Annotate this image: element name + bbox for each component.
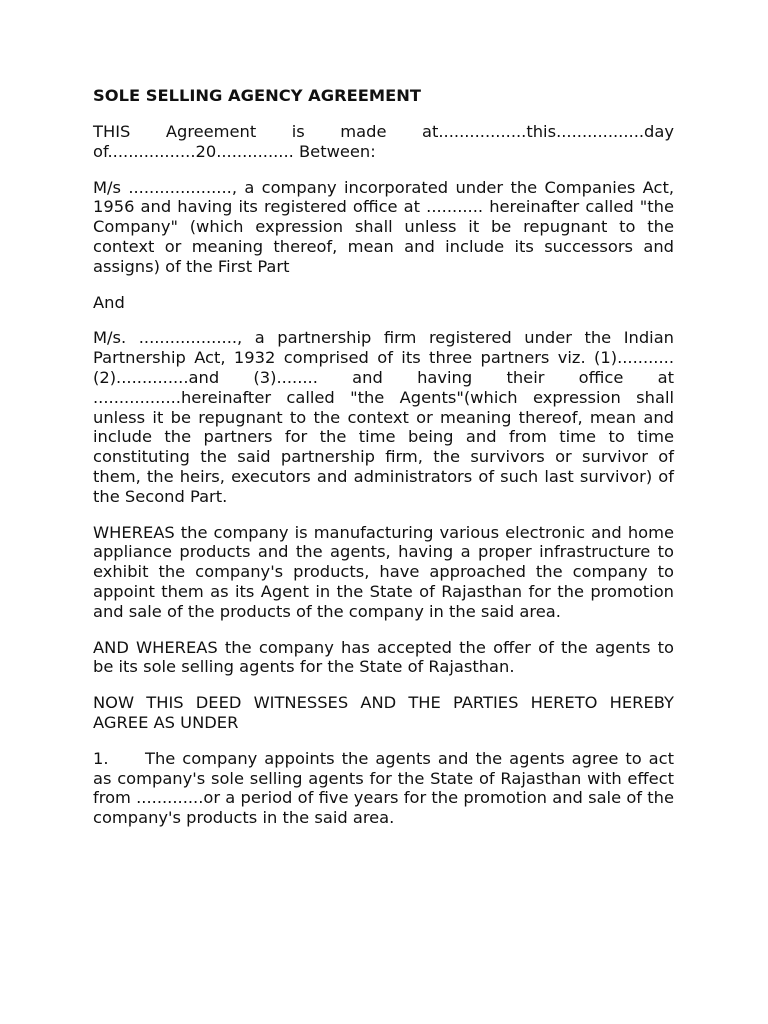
witnesses-paragraph: NOW THIS DEED WITNESSES AND THE PARTIES HERETO HEREBY AGREE AS UNDER (93, 693, 674, 732)
first-party-paragraph: M/s ...................., a company incorporated under the Companies Act, 1956 and having its registered office at ........... hereinafter called "the Company" (which expression shall unless it be repugnant to the context or meaning thereof, mean and include its successors and assigns) of the First Part (93, 177, 674, 276)
clause-1-number: 1. (93, 748, 109, 768)
and-whereas-paragraph: AND WHEREAS the company has accepted the offer of the agents to be its sole selling agents for the State of Rajasthan. (93, 637, 674, 677)
agreement-date-paragraph: THIS Agreement is made at.................this.................day of.................20............... Between: (93, 122, 674, 161)
whereas-paragraph: WHEREAS the company is manufacturing various electronic and home appliance products and the agents, having a proper infrastructure to exhibit the company's products, have approached the company to appoint them as its Agent in the State of Rajasthan for the promotion and sale of the products of the company in the said area. (93, 522, 674, 621)
clause-1 (93, 749, 674, 828)
second-party-paragraph: M/s. ..................., a partnership firm registered under the Indian Partnership Act, 1932 comprised of its three partners viz. (1)...........(2)..............and (3)........ and having their office at .................hereinafter called "the Agents"(which expression shall unless it be repugnant to the context or meaning thereof, mean and include the partners for the time being and from time to time constituting the said partnership firm, the survivors or survivor of them, the heirs, executors and administrators of such last survivor) of the Second Part. (93, 328, 674, 506)
document-page (93, 86, 674, 844)
and-separator: And (93, 292, 125, 312)
clause-1-text: The company appoints the agents and the agents agree to act as company's sole selling agents for the State of Rajasthan with effect from .............or a period of five years for the promotion and sale of the company's products in the said area. (93, 748, 674, 828)
document-title: SOLE SELLING AGENCY AGREEMENT (93, 86, 421, 105)
